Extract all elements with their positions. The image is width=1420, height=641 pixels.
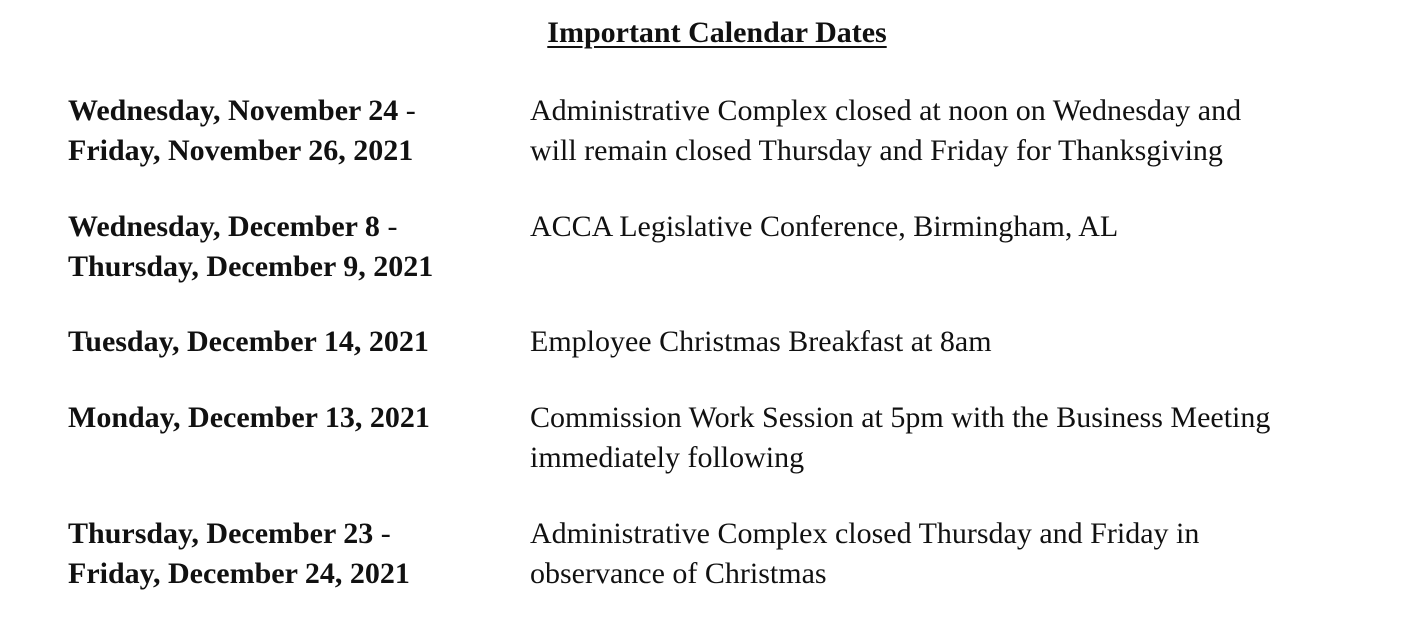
date-line-1: Thursday, December 23 — [68, 517, 374, 550]
description-line-2: immediately following — [530, 441, 805, 474]
description-line-1: Administrative Complex closed at noon on Wednesday and — [530, 94, 1242, 127]
entry-description — [530, 91, 1410, 171]
description-line-1: Employee Christmas Breakfast at 8am — [530, 325, 992, 358]
entry-date — [68, 91, 518, 171]
entry-date — [68, 398, 518, 438]
date-line-2: Friday, November 26, 2021 — [68, 134, 414, 167]
date-line-1: Wednesday, November 24 — [68, 94, 399, 127]
entry-description — [530, 514, 1410, 594]
date-separator: - — [379, 210, 398, 243]
date-line-2: Thursday, December 9, 2021 — [68, 250, 434, 283]
date-separator: - — [373, 517, 391, 550]
entry-description — [530, 207, 1410, 247]
entry-date — [68, 322, 518, 362]
description-line-1: Administrative Complex closed Thursday and Friday in — [530, 517, 1200, 550]
date-separator: - — [398, 94, 416, 127]
date-line-2: Friday, December 24, 2021 — [68, 557, 410, 590]
entry-description — [530, 398, 1410, 478]
date-line-1: Wednesday, December 8 — [68, 210, 380, 243]
page-title: Important Calendar Dates — [547, 16, 887, 49]
date-line-1: Tuesday, December 14, 2021 — [68, 325, 429, 358]
description-line-1: ACCA Legislative Conference, Birmingham, AL — [530, 210, 1119, 243]
description-line-1: Commission Work Session at 5pm with the Business Meeting — [530, 401, 1271, 434]
description-line-2: will remain closed Thursday and Friday for Thanksgiving — [530, 134, 1223, 167]
entry-date — [68, 207, 518, 287]
entry-description — [530, 322, 1410, 362]
entry-date — [68, 514, 518, 594]
date-line-1: Monday, December 13, 2021 — [68, 401, 430, 434]
description-line-2: observance of Christmas — [530, 557, 827, 590]
